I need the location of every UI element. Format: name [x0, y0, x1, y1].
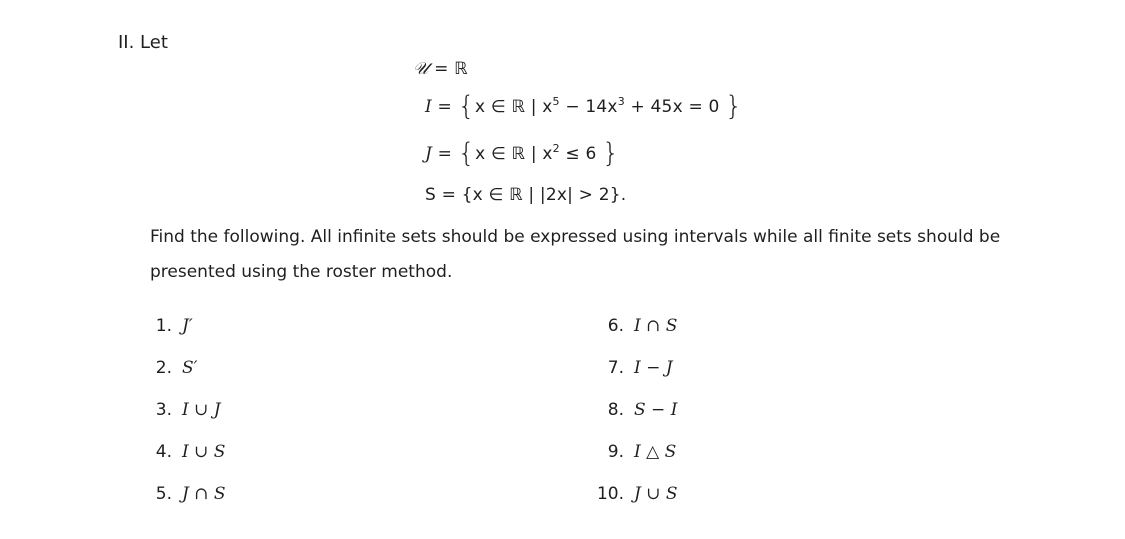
- exercise-item: [150, 316, 193, 336]
- exercise-expression: I ∪ S: [182, 442, 226, 462]
- set-j-exponent-2: 2: [552, 142, 560, 155]
- set-j-symbol: J: [425, 144, 433, 164]
- set-j-definition: [425, 140, 620, 167]
- equals-sign: =: [437, 144, 453, 164]
- universe-definition: [413, 59, 468, 79]
- exercise-number: 6.: [607, 316, 624, 336]
- real-numbers-symbol: ℝ: [454, 59, 468, 79]
- exercise-item: [150, 400, 221, 420]
- equals-sign: =: [434, 59, 449, 79]
- exercise-expression: I ∩ S: [634, 316, 678, 336]
- close-brace: }: [602, 138, 620, 169]
- set-i-exponent-5: 5: [552, 95, 560, 108]
- exercise-number: 1.: [155, 316, 172, 336]
- exercise-expression: J′: [182, 316, 193, 336]
- exercise-number: 7.: [607, 358, 624, 378]
- exercise-item: [150, 442, 225, 462]
- exercise-expression: I − J: [634, 358, 673, 378]
- exercise-number: 8.: [607, 400, 624, 420]
- exercise-number: 5.: [155, 484, 172, 504]
- open-brace: {: [457, 91, 475, 122]
- exercise-item: [150, 484, 226, 504]
- set-s-definition: S = {x ∈ ℝ | |2x| > 2}.: [425, 185, 627, 205]
- exercise-expression: J ∩ S: [182, 484, 226, 504]
- set-j-condition-prefix: x ∈ ℝ | x: [475, 144, 553, 164]
- equals-sign: =: [437, 97, 452, 117]
- exercise-item: [592, 316, 677, 336]
- exercise-number: 10.: [596, 484, 624, 504]
- open-brace: {: [457, 138, 476, 169]
- set-i-definition: [425, 93, 743, 120]
- exercise-item: [150, 358, 198, 378]
- exercise-number: 9.: [607, 442, 624, 462]
- exercise-item: [592, 442, 676, 462]
- set-i-condition-prefix: x ∈ ℝ | x: [474, 97, 553, 117]
- section-label: II. Let: [118, 32, 168, 53]
- set-i-condition-middle: − 14x: [559, 97, 618, 117]
- exercise-expression: I ∪ J: [182, 400, 221, 420]
- exercise-expression: S − I: [634, 400, 678, 420]
- set-i-exponent-3: 3: [617, 95, 625, 108]
- set-definitions: [0, 0, 1125, 220]
- universe-symbol: 𝒰: [413, 59, 429, 79]
- exercise-expression: S′: [182, 358, 198, 378]
- exercise-item: [592, 358, 673, 378]
- exercise-expression: I △ S: [634, 442, 677, 462]
- exercise-expression: J ∪ S: [634, 484, 678, 504]
- close-brace: }: [725, 91, 743, 122]
- set-i-condition-tail: + 45x = 0: [624, 97, 720, 117]
- exercise-item: [592, 484, 678, 504]
- set-j-condition-tail: ≤ 6: [559, 144, 597, 164]
- set-i-symbol: I: [425, 97, 432, 117]
- exercise-item: [592, 400, 677, 420]
- exercise-number: 4.: [155, 442, 172, 462]
- instructions-paragraph: Find the following. All infinite sets should be expressed using intervals while all finite sets should be presented using the roster method.: [150, 227, 1001, 282]
- exercise-number: 3.: [155, 400, 172, 420]
- exercise-number: 2.: [155, 358, 172, 378]
